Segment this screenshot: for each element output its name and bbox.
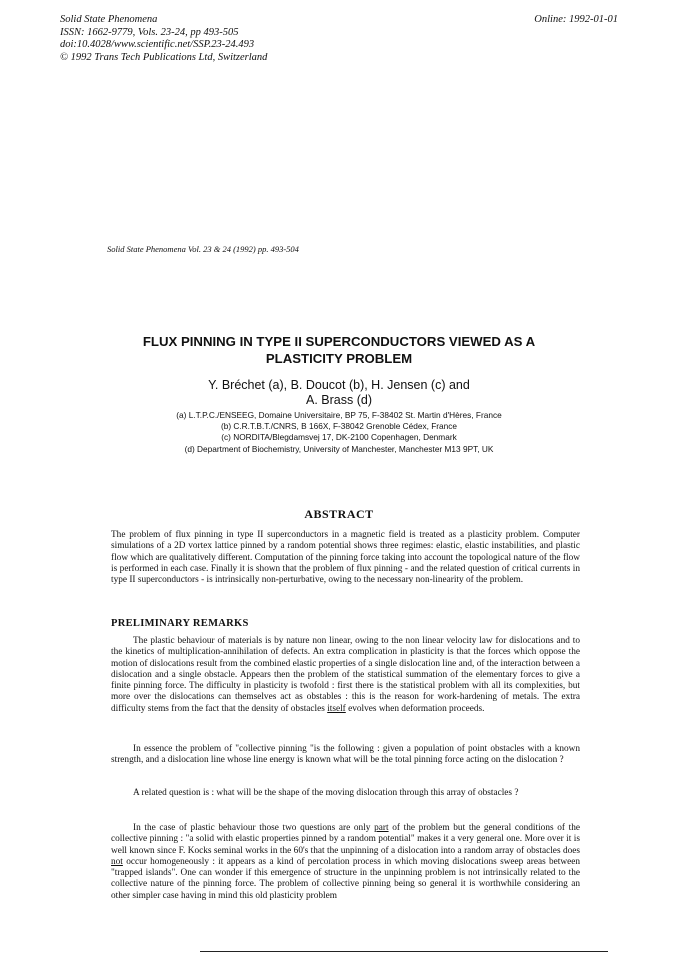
header-metadata (60, 14, 267, 64)
authors-line-2: A. Brass (d) (306, 393, 372, 407)
affiliation-c: (c) NORDITA/Blegdamsvej 17, DK-2100 Copenhagen, Denmark (221, 432, 457, 443)
title-line-2: PLASTICITY PROBLEM (265, 351, 413, 366)
bottom-rule (200, 951, 608, 952)
journal-name: Solid State Phenomena (60, 14, 158, 25)
underlined-part: part (374, 823, 389, 833)
authors-line-1: Y. Bréchet (a), B. Doucot (b), H. Jensen (c) and (208, 378, 470, 392)
section-heading: PRELIMINARY REMARKS (111, 618, 249, 629)
doi-line[interactable]: doi:10.4028/www.scientific.net/SSP.23-24.493 (60, 39, 255, 50)
issn-line: ISSN: 1662-9779, Vols. 23-24, pp 493-505 (60, 26, 239, 38)
paragraph-4 (111, 823, 580, 902)
paragraph-1-text: The plastic behaviour of materials is by nature non linear, owing to the non linear velocity law for dislocations and to the kinetics of multiplication-annihilation of defects. An extra complication in plasticity is that the forces which oppose the motion of dislocations result from the combined elastic properties of a single dislocation line and, of the interaction between a dislocation and a single obstacle. Appears then the problem of the statistical summation of the elementary forces to give a finite pinning force. The difficulty in plasticity is twofold : first there is the statistical problem with all its complexities, but more over the dislocations can themselves act as obstables : this is the reason for work-hardening of metals. The extra difficulty stems from the fact that the density of obstacles (111, 636, 580, 714)
underlined-not: not (111, 856, 123, 867)
paragraph-4-middle: of the problem but the general conditions of the collective pinning : "a solid with elastic properties pinned by a random potential" makes it a very general one. More over it is well known since F. Kocks seminal works in the 60's that the unpinning of a dislocation into a random array of obstacles does (111, 823, 580, 856)
affiliation-d: (d) Department of Biochemistry, University of Manchester, Manchester M13 9PT, UK (184, 443, 494, 454)
affiliations (60, 410, 618, 455)
abstract-heading: ABSTRACT (304, 507, 374, 521)
paragraph-4-text: In the case of plastic behaviour those two questions are only (133, 823, 375, 833)
abstract-text: The problem of flux pinning in type II superconductors in a magnetic field is treated as a plasticity problem. Computer simulations of a 2D vortex lattice pinned by a random potential shows three regimes: elastic, elastic instabilities, and plastic flow which are qualitatively different. Computation of the pinning force taking into account the topological nature of the flow is performed in each case. Finally it is shown that the problem of flux pinning - and the related question of critical currents in type II superconductors - is intrinsically non-perturbative, owing to the necessary non-linearity of the problem. (111, 530, 580, 586)
author-list (60, 378, 618, 408)
affiliation-b: (b) C.R.T.B.T./CNRS, B 166X, F-38042 Grenoble Cédex, France (220, 421, 458, 432)
paper-title (60, 333, 618, 367)
paragraph-2: In essence the problem of "collective pinning "is the following : given a population of point obstacles with a known strength, and a dislocation line whose line energy is known what will be the total pinning force acting on the dislocation ? (111, 744, 580, 766)
paragraph-3: A related question is : what will be the shape of the moving dislocation through this array of obstacles ? (133, 788, 519, 798)
journal-reference: Solid State Phenomena Vol. 23 & 24 (1992) pp. 493-504 (107, 244, 299, 254)
online-date: Online: 1992-01-01 (534, 14, 618, 25)
paragraph-4-end: occur homogeneously : it appears as a kind of percolation process in which moving dislocations sweep areas between "trapped islands". One can wonder if this emergence of structure in the unpinning problem is not intrinsically related to the collective nature of the pinning force. The problem of collective pinning being so general it is worthwhile considering an other simpler case having in mind this old plasticity problem (111, 856, 580, 901)
paragraph-1-end: evolves when deformation proceeds. (345, 703, 485, 714)
copyright-line: © 1992 Trans Tech Publications Ltd, Switzerland (60, 51, 268, 63)
paragraph-1 (111, 636, 580, 715)
title-line-1: FLUX PINNING IN TYPE II SUPERCONDUCTORS VIEWED AS A (142, 334, 536, 349)
underlined-itself: itself (327, 703, 346, 714)
affiliation-a: (a) L.T.P.C./ENSEEG, Domaine Universitaire, BP 75, F-38402 St. Martin d'Hères, France (176, 410, 502, 420)
